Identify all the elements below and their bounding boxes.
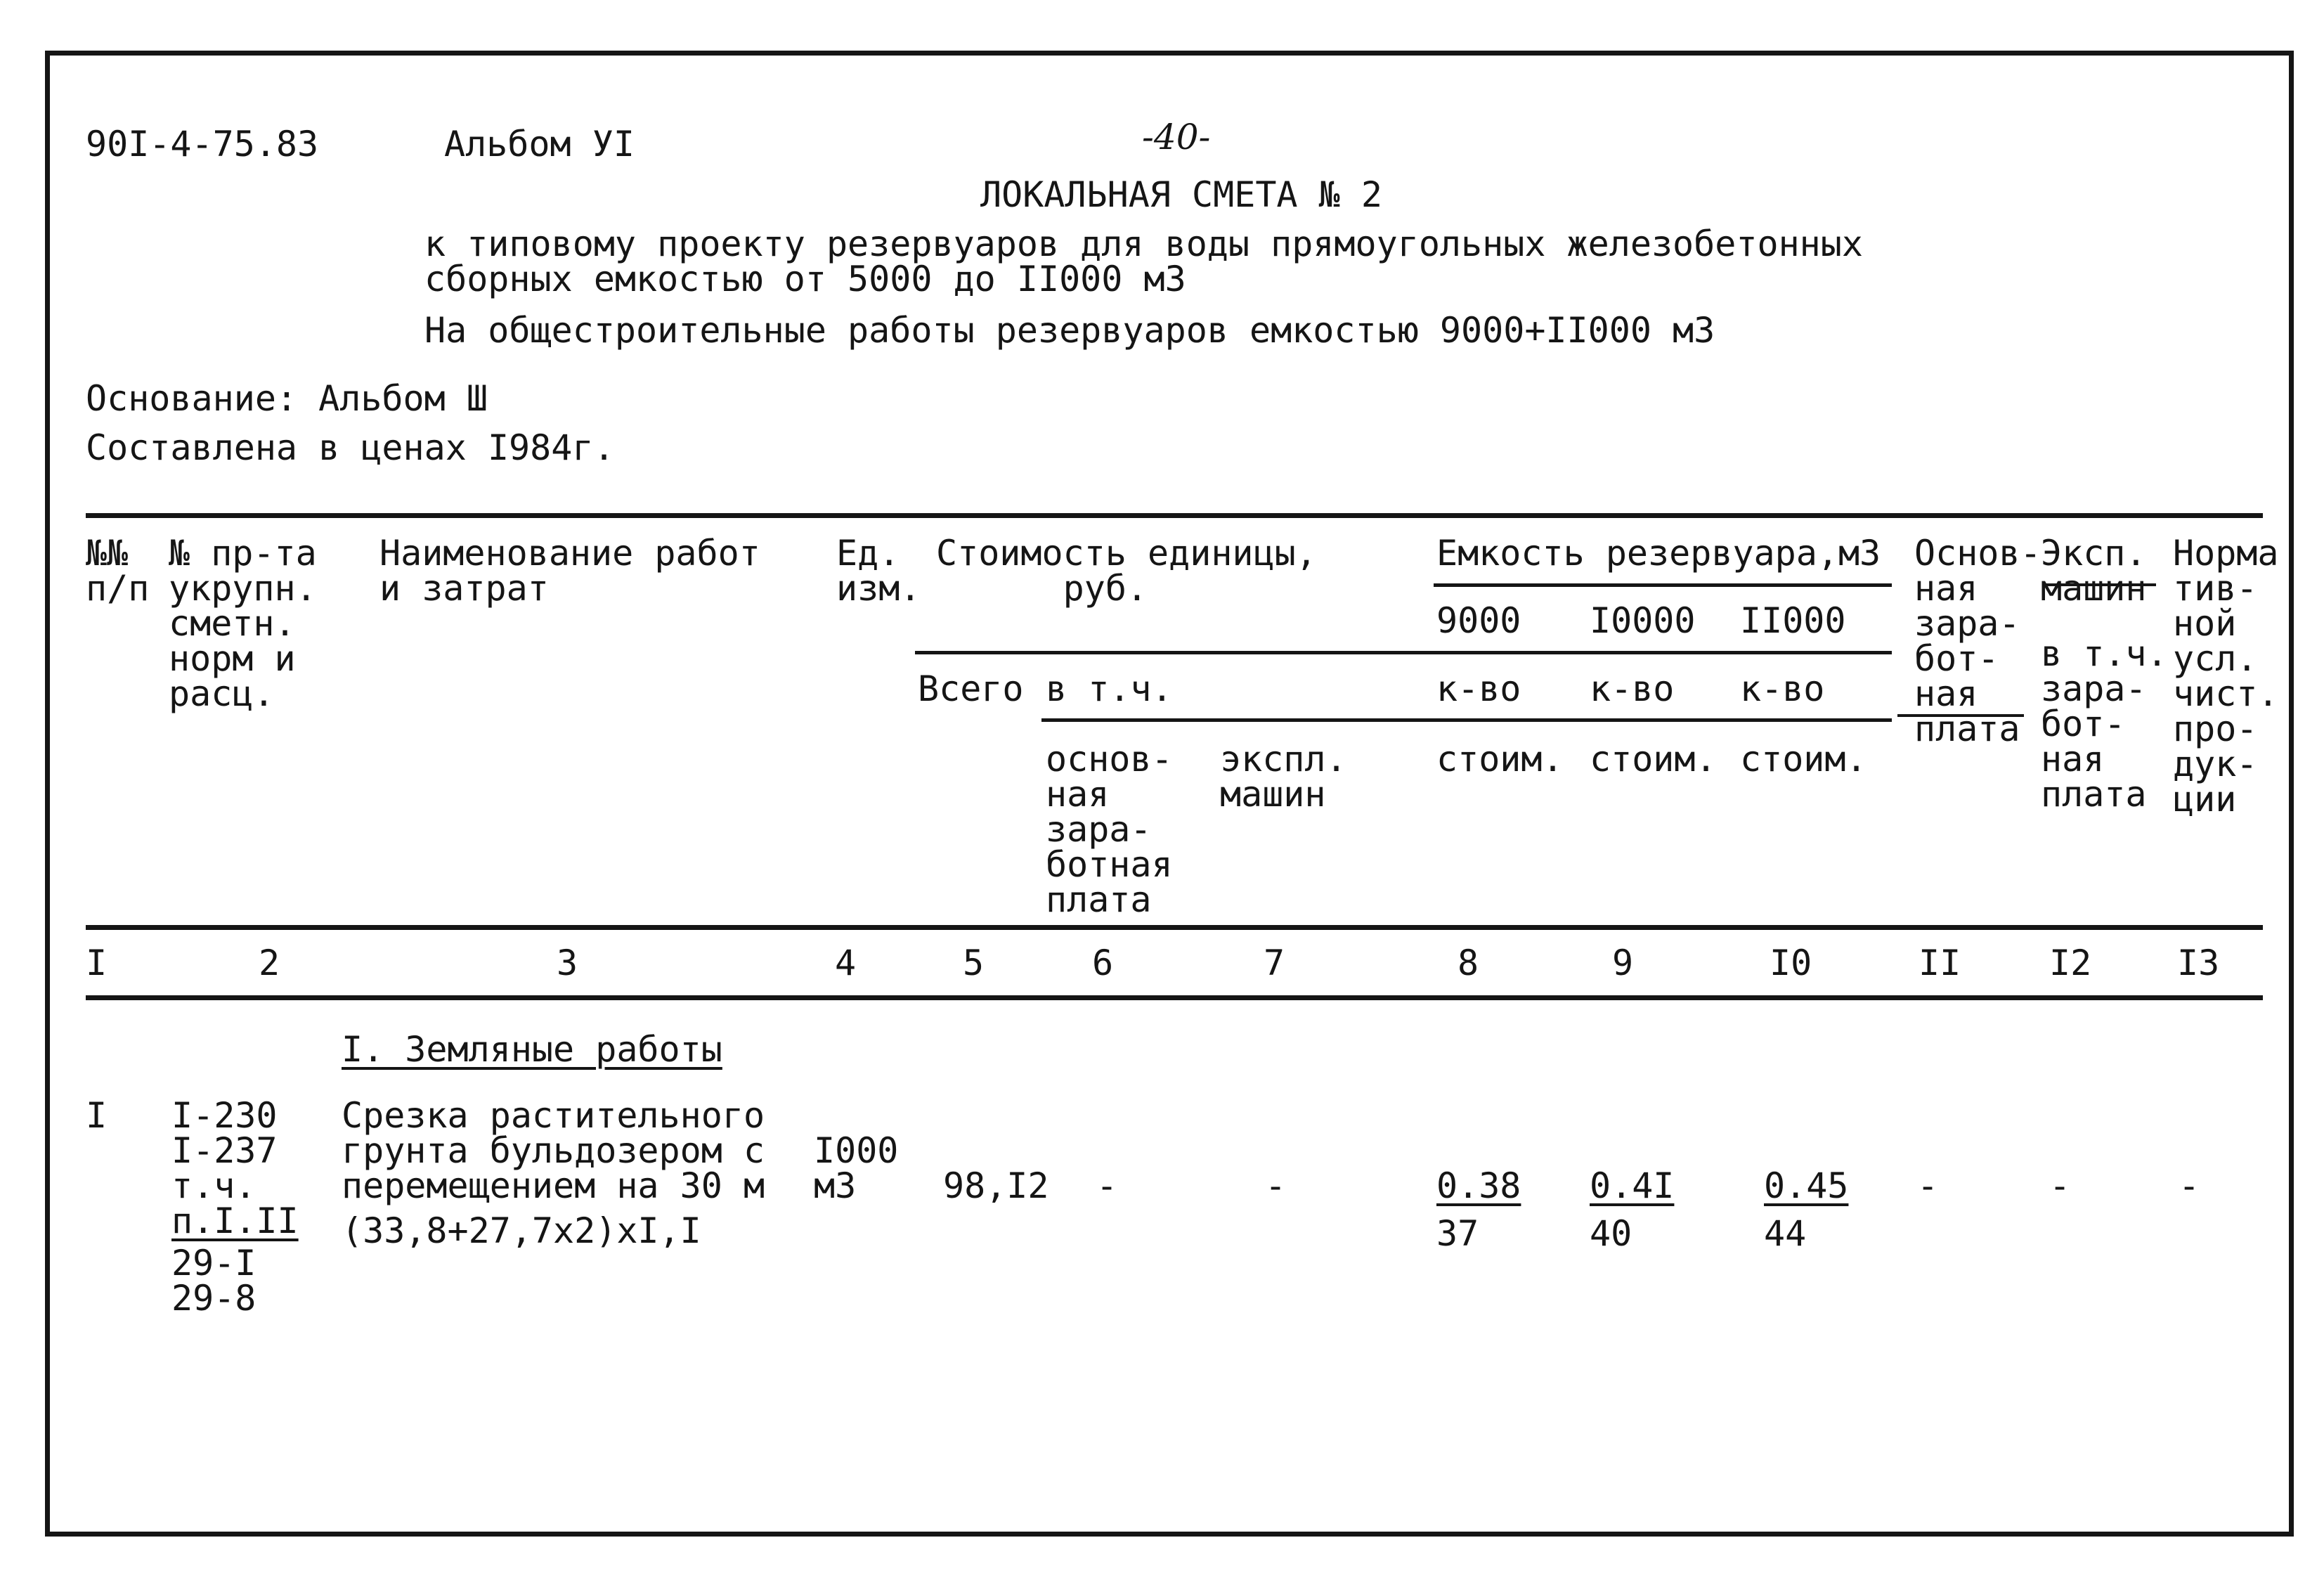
subcost-rule [1041, 718, 1892, 722]
row-qty-10000: 0.4I [1590, 1165, 1675, 1206]
subtitle-line-3: На общестроительные работы резервуаров емкостью 9000+II000 м3 [424, 310, 1715, 351]
page-number: -40- [1142, 117, 1211, 157]
col-header-number: №№ п/п [86, 533, 150, 609]
column-number: 9 [1612, 943, 1634, 983]
column-number: 7 [1264, 943, 1285, 983]
col-header-qty-3: к-во [1740, 668, 1825, 709]
col-header-cost-1: стоим. [1436, 739, 1564, 780]
col-header-cost-3: стоим. [1740, 739, 1867, 780]
col-header-cost-group: Стоимость единицы, руб. [936, 533, 1317, 609]
table-top-rule [86, 513, 2263, 518]
col-header-name: Наименование работ и затрат [379, 533, 760, 609]
col-header-machines: экспл. машин [1220, 739, 1347, 815]
col-header-cap-11000: II000 [1740, 600, 1846, 641]
col-header-cap-9000: 9000 [1436, 600, 1521, 641]
column-number: I3 [2177, 943, 2220, 983]
col-header-machine-wage: в т.ч. зара- бот- ная плата [2041, 633, 2168, 815]
row-work-name: Срезка растительного грунта бульдозером с перемещением на 30 м [342, 1095, 765, 1206]
subtitle-line-1: к типовому проекту резервуаров для воды прямоугольных железобетонных [424, 224, 1863, 264]
col-header-norm: Норма тив- ной усл. чист. про- дук- ции [2173, 533, 2279, 820]
column-number: 4 [835, 943, 857, 983]
col-header-incl: в т.ч. [1046, 668, 1173, 709]
row-ref-extra: 29-I 29-8 [171, 1243, 257, 1319]
column-number: I0 [1770, 943, 1812, 983]
row-cost-11000: 44 [1764, 1213, 1807, 1254]
col-header-wage: основ- ная зара- ботная плата [1046, 739, 1173, 920]
column-number: 3 [557, 943, 578, 983]
row-formula: (33,8+27,7x2)xI,I [342, 1210, 701, 1251]
row-machine-wage: - [2049, 1165, 2071, 1206]
row-ref-clause: п.I.II [171, 1201, 299, 1241]
row-wage: - [1096, 1165, 1118, 1206]
row-unit: I000 м3 [814, 1130, 899, 1206]
column-number: I2 [2049, 943, 2092, 983]
col-header-ref: № пр-та укрупн. сметн. норм и расц. [169, 533, 317, 714]
col-header-cost-2: стоим. [1590, 739, 1717, 780]
column-number: II [1919, 943, 1961, 983]
row-cost-10000: 40 [1590, 1213, 1632, 1254]
col-header-unit: Ед. изм. [836, 533, 921, 609]
row-machines: - [1265, 1165, 1287, 1206]
capacity-rule [1434, 583, 1892, 587]
col-header-capacity: Емкость резервуара,м3 [1436, 533, 1881, 574]
document-title: ЛОКАЛЬНАЯ СМЕТА № 2 [980, 174, 1382, 215]
album-label: Альбом УI [444, 124, 635, 164]
col-header-total: Всего [918, 668, 1024, 709]
row-norm: - [2179, 1165, 2200, 1206]
section-title: I. Земляные работы [342, 1029, 722, 1070]
col-header-base-wage: Основ- ная зара- бот- ная плата [1914, 533, 2041, 749]
col-header-qty-2: к-во [1590, 668, 1675, 709]
row-total-cost: 98,I2 [943, 1165, 1049, 1206]
column-number: 6 [1092, 943, 1114, 983]
document-code: 90I-4-75.83 [86, 124, 319, 164]
numbers-bottom-rule [86, 995, 2263, 1000]
row-qty-11000: 0.45 [1764, 1165, 1849, 1206]
prices-line: Составлена в ценах I984г. [86, 427, 615, 468]
column-number: 8 [1458, 943, 1479, 983]
row-cost-9000: 37 [1436, 1213, 1479, 1254]
cost-rule [915, 651, 1892, 654]
column-number: 5 [963, 943, 985, 983]
col-header-qty-1: к-во [1436, 668, 1521, 709]
subtitle-line-2: сборных емкостью от 5000 до II000 м3 [424, 259, 1186, 299]
row-ref-codes: I-230 I-237 т.ч. [171, 1095, 278, 1206]
row-base-wage: - [1917, 1165, 1939, 1206]
col-header-cap-10000: I0000 [1590, 600, 1696, 641]
row-qty-9000: 0.38 [1436, 1165, 1521, 1206]
column-number: 2 [259, 943, 280, 983]
col-header-machine-cost: Эксп. машин [2041, 533, 2147, 609]
row-number: I [86, 1095, 108, 1136]
header-bottom-rule [86, 925, 2263, 930]
basis-line: Основание: Альбом Ш [86, 378, 488, 419]
column-number: I [86, 943, 108, 983]
